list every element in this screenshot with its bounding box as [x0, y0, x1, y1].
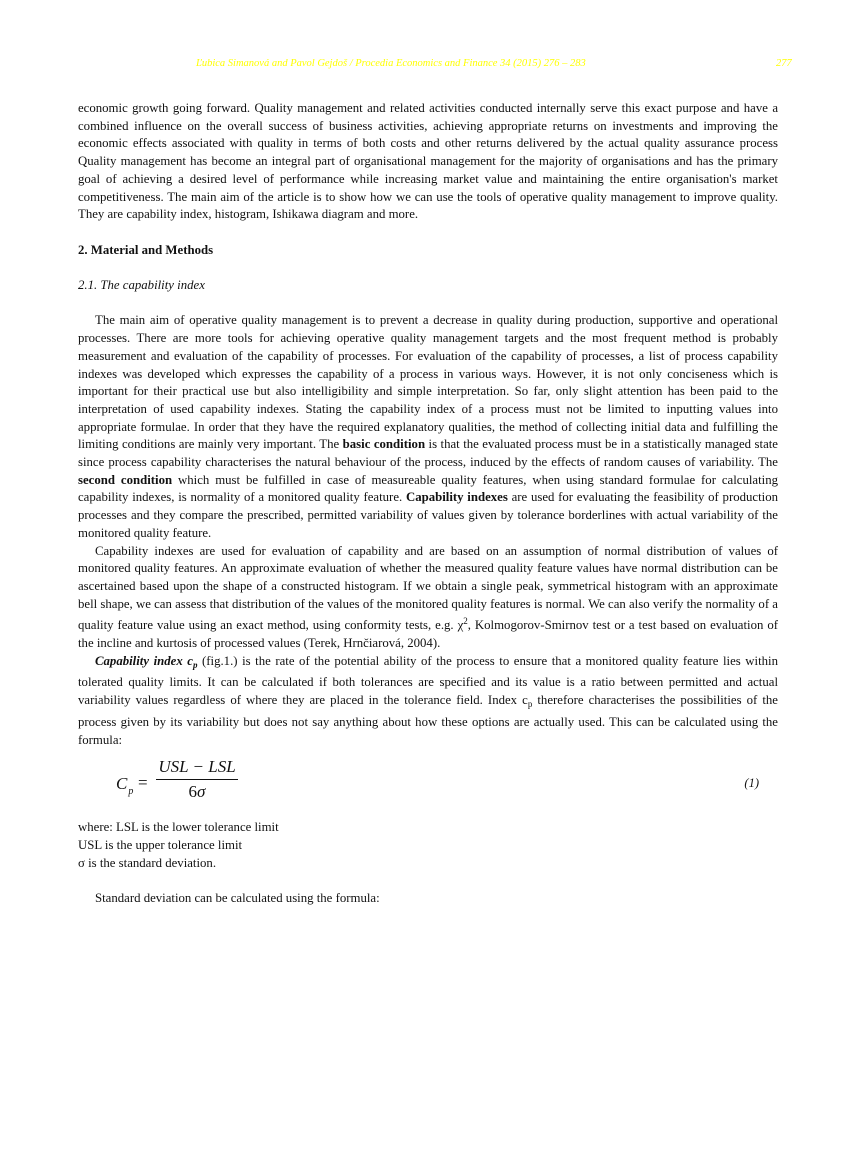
equation-fraction	[156, 757, 238, 804]
where-definitions: where: LSL is the lower tolerance limit	[78, 820, 279, 835]
equation-number: (1)	[744, 776, 759, 791]
definition-usl: USL is the upper tolerance limit	[78, 837, 243, 852]
article-body	[78, 100, 778, 908]
capability-paragraph-2: Capability indexes are used for evaluation of capability and are based on an assumption of normal distribution of values of monitored quality features. An approximate evaluation of whether the measured quality feature values have normal distribution can be ascertained based upon the shape of a constructed histogram. If we obtain a single peak, symmetrical histogram with an approximate bell shape, we can assess that distribution of the values of the monitored quality features is normal. We can also verify the normality of a quality feature value using an exact method, using conformity tests, e.g. $\chi^2$, Kolmogorov-Smirnov test or a test based on evaluation of the incline and kurtosis of processed values (Terek, Hrnčiarová, 2004).	[78, 543, 779, 651]
equation-equals: =	[138, 773, 148, 793]
equation-denominator: 6σ	[188, 782, 206, 802]
equation-lhs: $C_p$	[116, 774, 134, 798]
closing-sentence: Standard deviation can be calculated using the formula:	[95, 891, 380, 906]
subsection-heading: 2.1. The capability index	[78, 278, 205, 292]
running-header	[0, 58, 846, 74]
section-heading: 2. Material and Methods	[78, 242, 214, 257]
definition-sigma: σ is the standard deviation.	[78, 855, 217, 870]
page-number: 277	[776, 58, 792, 69]
equation-numerator: USL − LSL	[156, 757, 238, 780]
equation-cp	[78, 757, 778, 819]
emphasis-second-condition: second condition	[78, 472, 173, 487]
emphasis-basic-condition: basic condition	[342, 437, 426, 452]
capability-paragraph-3: Capability index $c_p$ (fig.1.) is the rate of the potential ability of the process to ensure that a monitored quality feature lies within tolerated quality limits. It can be calculated if both tolerances are specified and its value is a ratio between permitted and actual variability values regardless of where they are placed in the tolerance field. Index $c_p$ therefore characterises the possibilities of the process given by its variability but does not say anything about how these options are actually used. This can be calculated using the formula:	[78, 653, 778, 747]
intro-paragraph: economic growth going forward. Quality management and related activities conducted internally serve this exact purpose and have a combined influence on the overall success of business activities, achieving appropriate returns on investments and improving the economic effects associated with quality in terms of both costs and other returns delivered by the actual quality assurance process Quality management has become an integral part of organisational management for the majority of organisations and has the primary goal of achieving a desired level of performance while increasing market value and maintaining the entire organisation's market competitiveness. The main aim of the article is to show how we can use the tools of operative quality management to improve quality. They are capability index, histogram, Ishikawa diagram and more.	[78, 101, 778, 222]
capability-paragraph-1: The main aim of operative quality management is to prevent a decrease in quality during production, supportive and operational processes. There are more tools for achieving operative quality management targets and the most frequent method is probably measurement and evaluation of the capability of processes. For evaluation of the capability of processes, a list of process capability indexes was developed which expresses the capability of a process in various ways. However, it is not only conciseness which is important for their practical use but also intelligibility and simple interpretation. So far, only slight attention has been paid to the interpretation of used capability indexes. Stating the capability index of a process must not be limited to inputting values into appropriate formulae. In order that they have the required explanatory qualities, the method of collecting initial data and fulfilling the limiting conditions are mainly very important. The basic condition is that the evaluated process must be in a statistically managed state since process capability characterises the natural behaviour of the process, induced by the effects of random causes of variability. The second condition which must be fulfilled in case of measureable quality features, when using standard formulae for calculating capability indexes, is normality of a monitored quality feature. Capability indexes are used for evaluating the feasibility of production processes and they compare the prescribed, permitted variability of values given by tolerance borderlines with actual variability of the monitored quality feature.	[78, 313, 779, 540]
term-capability-index: Capability index c	[95, 653, 193, 668]
emphasis-capability-indexes: Capability indexes	[405, 490, 508, 505]
running-title: Ľubica Simanová and Pavol Gejdoš / Procedia Economics and Finance 34 (2015) 276 – 283	[196, 58, 586, 69]
definition-lsl: LSL is the lower tolerance limit	[116, 820, 279, 835]
